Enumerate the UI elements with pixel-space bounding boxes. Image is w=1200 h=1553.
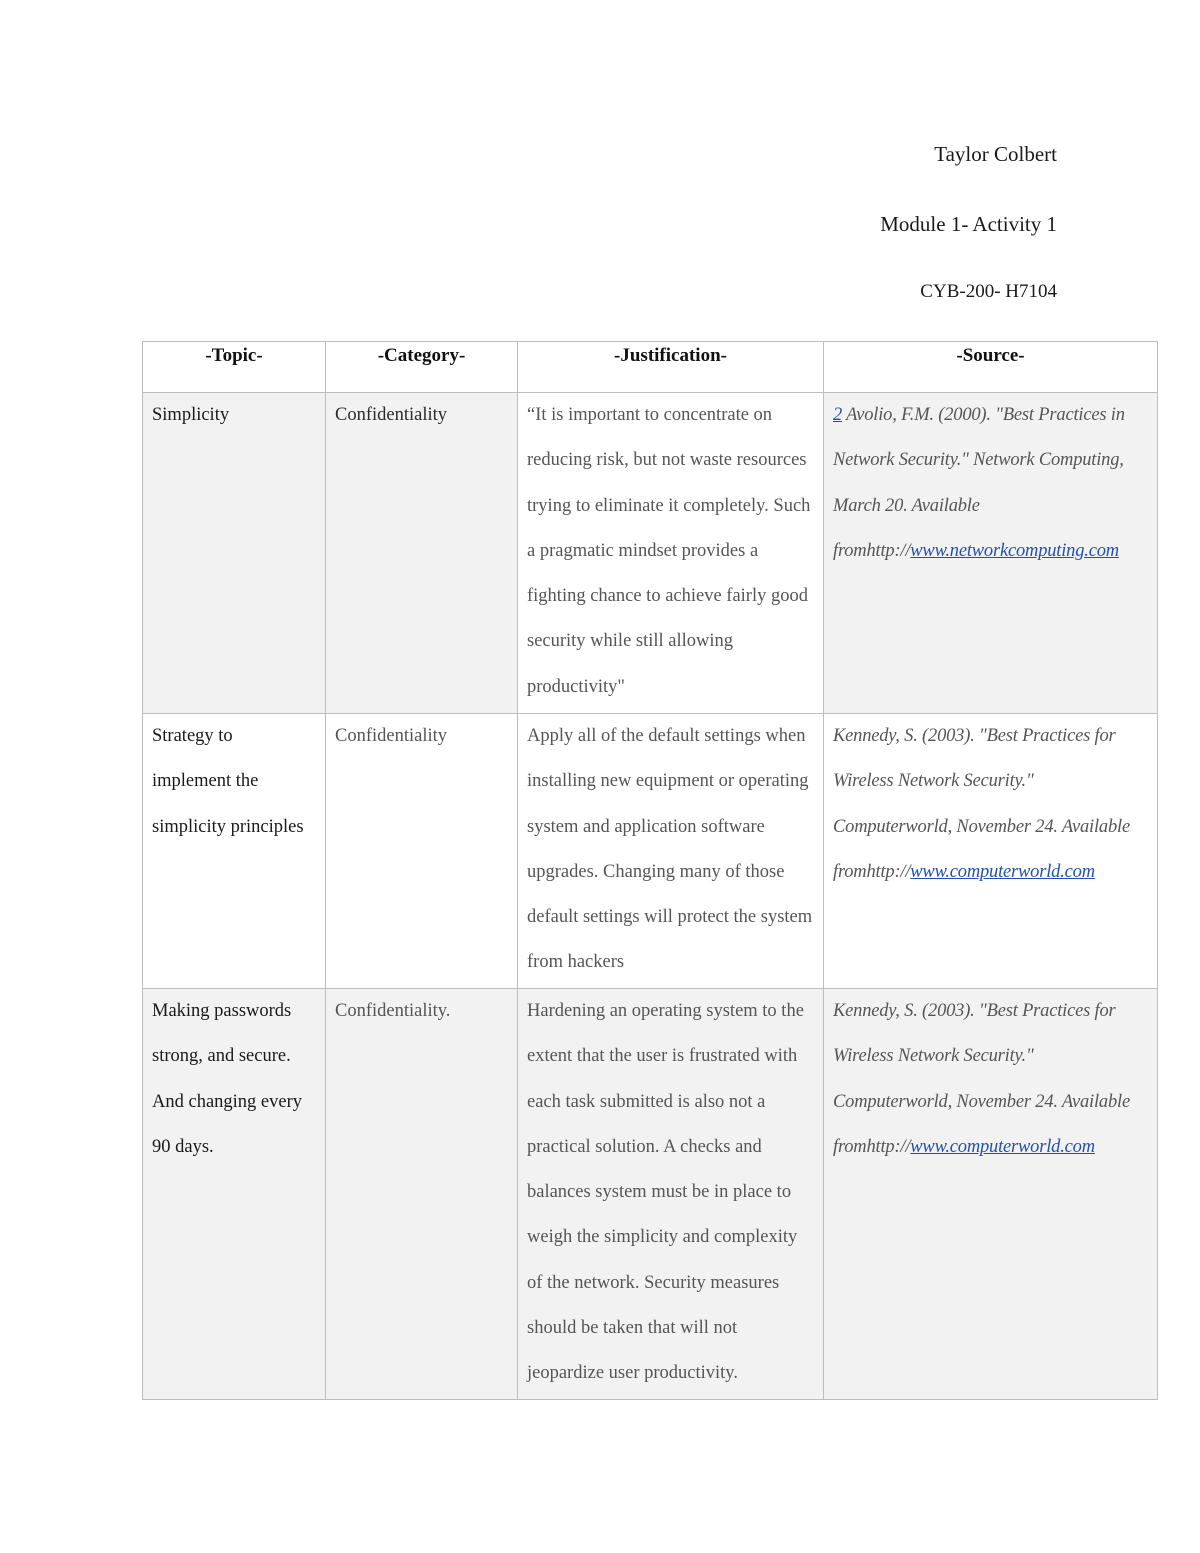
- category-cell: Confidentiality: [326, 714, 518, 989]
- justification-cell: Hardening an operating system to the extent that the user is frustrated with each task submitted is also not a practical solution. A checks and balances system must be in place to weigh the simplicity and complexity of the network. Security measures should be taken that will not jeopardize user productivity.: [518, 989, 824, 1400]
- source-cell: [824, 989, 1158, 1400]
- footnote-ref-link[interactable]: 2: [833, 405, 843, 425]
- author-name: Taylor Colbert: [934, 142, 1057, 166]
- topic-cell: Simplicity: [143, 393, 326, 714]
- table-row: [143, 393, 1158, 714]
- module-title: Module 1- Activity 1: [880, 212, 1057, 236]
- column-header-source: -Source-: [824, 342, 1158, 393]
- topic-cell: Making passwords strong, and secure. And changing every 90 days.: [143, 989, 326, 1400]
- justification-cell: “It is important to concentrate on reducing risk, but not waste resources trying to eliminate it completely. Such a pragmatic mindset provides a fighting chance to achieve fairly good security while still allowing productivity": [518, 393, 824, 714]
- topic-cell: Strategy to implement the simplicity principles: [143, 714, 326, 989]
- topics-table: [142, 341, 1158, 1400]
- category-cell: Confidentiality: [326, 393, 518, 714]
- column-header-topic: -Topic-: [143, 342, 326, 393]
- source-url-link[interactable]: www.networkcomputing.com: [910, 540, 1119, 561]
- table-row: [143, 989, 1158, 1400]
- table-header-row: [143, 342, 1158, 393]
- source-url-link[interactable]: www.computerworld.com: [910, 861, 1095, 882]
- category-cell: Confidentiality.: [326, 989, 518, 1400]
- course-code: CYB-200- H7104: [920, 281, 1057, 302]
- source-citation: Kennedy, S. (2003). "Best Practices for Wireless Network Security." Computerworld, November 24. Available fromhttp://: [833, 726, 1130, 882]
- source-cell: [824, 714, 1158, 989]
- column-header-justification: -Justification-: [518, 342, 824, 393]
- source-cell: [824, 393, 1158, 714]
- source-citation: Avolio, F.M. (2000). "Best Practices in Network Security." Network Computing, March 20. Available fromhttp://: [833, 405, 1125, 561]
- source-citation: Kennedy, S. (2003). "Best Practices for Wireless Network Security." Computerworld, November 24. Available fromhttp://: [833, 1001, 1130, 1157]
- source-url-link[interactable]: www.computerworld.com: [910, 1136, 1095, 1157]
- justification-cell: Apply all of the default settings when installing new equipment or operating system and application software upgrades. Changing many of those default settings will protect the system from hackers: [518, 714, 824, 989]
- table-row: [143, 714, 1158, 989]
- column-header-category: -Category-: [326, 342, 518, 393]
